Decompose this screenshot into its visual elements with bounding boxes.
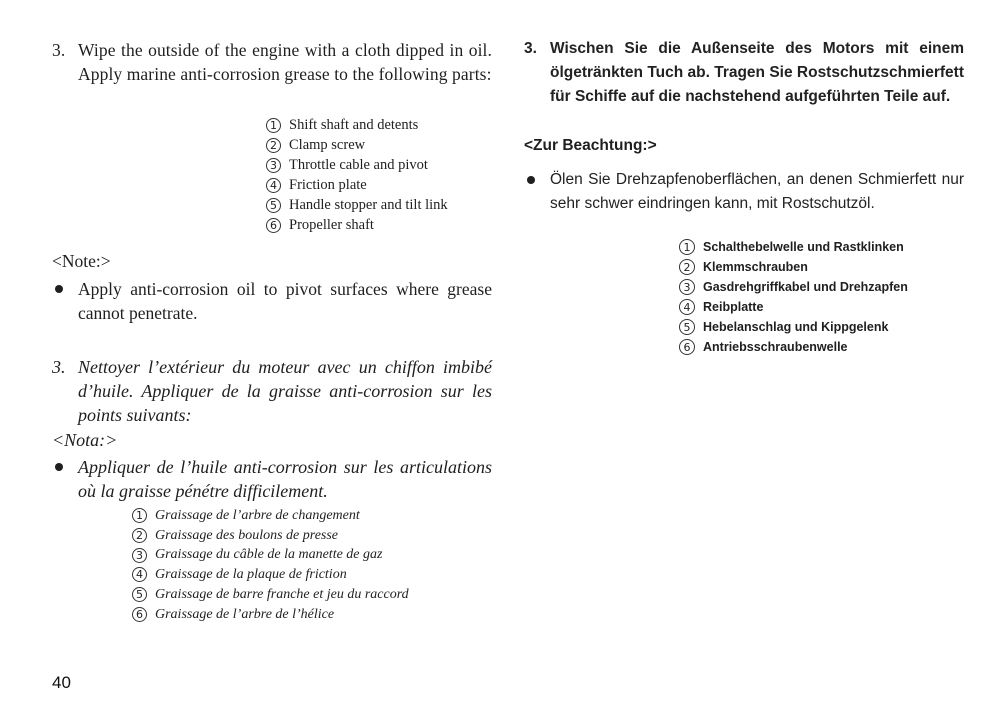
french-note-item	[52, 455, 492, 503]
list-item	[679, 337, 908, 357]
circled-number-2: 2	[679, 259, 695, 275]
circled-number-6: 6	[132, 607, 147, 622]
part-label: Graissage de barre franche et jeu du raccord	[155, 586, 409, 602]
circled-number-6: 6	[679, 339, 695, 355]
part-label: Graissage de la plaque de friction	[155, 567, 347, 583]
list-item	[679, 277, 908, 297]
part-label: Propeller shaft	[289, 217, 374, 233]
bullet-icon	[55, 285, 63, 293]
circled-number-4: 4	[266, 178, 281, 193]
french-note-text: Appliquer de l’huile anti-corrosion sur les articulations où la graisse pénétre difficilement.	[78, 457, 492, 501]
french-note-heading: <Nota:>	[52, 430, 118, 450]
circled-number-3: 3	[679, 279, 695, 295]
part-label: Antriebsschraubenwelle	[703, 340, 848, 354]
list-item	[132, 605, 409, 625]
list-item	[266, 195, 448, 215]
list-item	[132, 545, 409, 565]
part-label: Friction plate	[289, 177, 367, 193]
list-item	[266, 135, 448, 155]
part-label: Handle stopper and tilt link	[289, 197, 448, 213]
part-label: Clamp screw	[289, 137, 366, 153]
part-label: Klemmschrauben	[703, 260, 808, 274]
french-step	[52, 355, 492, 427]
bullet-icon	[55, 463, 63, 471]
circled-number-2: 2	[132, 528, 147, 543]
german-note-text: Ölen Sie Drehzapfenoberflächen, an denen Schmierfett nur sehr schwer eindringen kann, mit Rostschutzöl.	[550, 171, 964, 212]
german-step	[524, 37, 964, 109]
list-item	[132, 585, 409, 605]
circled-number-4: 4	[132, 567, 147, 582]
part-label: Gasdrehgriffkabel und Drehzapfen	[703, 280, 908, 294]
german-parts-list	[679, 237, 908, 357]
list-item	[679, 297, 908, 317]
german-step-number: 3.	[524, 40, 537, 57]
part-label: Graissage de l’arbre de changement	[155, 508, 360, 523]
french-step-number: 3.	[52, 357, 66, 377]
circled-number-5: 5	[679, 319, 695, 335]
part-label: Graissage du câble de la manette de gaz	[155, 547, 383, 563]
german-step-text: Wischen Sie die Außenseite des Motors mit einem ölgetränkten Tuch ab. Tragen Sie Rostschutzschmierfett für Schiffe auf die nachstehend aufgeführten Teile auf.	[550, 40, 964, 105]
list-item	[132, 506, 409, 526]
french-step-text: Nettoyer l’extérieur du moteur avec un chiffon imbibé d’huile. Appliquer de la graisse anti-corrosion sur les points suivants:	[78, 357, 492, 425]
page-number: 40	[52, 673, 71, 692]
circled-number-1: 1	[266, 118, 281, 133]
list-item	[266, 215, 448, 235]
list-item	[679, 237, 908, 257]
part-label: Hebelanschlag und Kippgelenk	[703, 320, 889, 334]
german-note-item	[524, 168, 964, 216]
list-item	[132, 526, 409, 546]
part-label: Schalthebelwelle und Rastklinken	[703, 240, 904, 254]
part-label: Throttle cable and pivot	[289, 157, 428, 173]
part-label: Reibplatte	[703, 300, 764, 314]
list-item	[266, 155, 448, 175]
part-label: Shift shaft and detents	[289, 117, 419, 133]
list-item	[266, 115, 448, 135]
part-label: Graissage de l’arbre de l’hélice	[155, 606, 335, 622]
circled-number-1: 1	[132, 508, 147, 523]
french-parts-list	[132, 506, 409, 624]
english-parts-list	[266, 115, 448, 235]
english-note-heading: <Note:>	[52, 251, 111, 271]
list-item	[679, 317, 908, 337]
circled-number-4: 4	[679, 299, 695, 315]
circled-number-2: 2	[266, 138, 281, 153]
circled-number-1: 1	[679, 239, 695, 255]
list-item	[679, 257, 908, 277]
list-item	[132, 565, 409, 585]
list-item	[266, 175, 448, 195]
english-step	[52, 38, 492, 86]
bullet-icon	[527, 176, 535, 184]
circled-number-3: 3	[132, 548, 147, 563]
german-note-heading: <Zur Beachtung:>	[524, 137, 657, 154]
english-step-text: Wipe the outside of the engine with a cloth dipped in oil. Apply marine anti-corrosion grease to the following parts:	[78, 40, 492, 84]
english-note-item	[52, 277, 492, 325]
circled-number-6: 6	[266, 218, 281, 233]
part-label: Graissage des boulons de presse	[155, 527, 339, 543]
circled-number-3: 3	[266, 158, 281, 173]
circled-number-5: 5	[266, 198, 281, 213]
english-note-text: Apply anti-corrosion oil to pivot surfaces where grease cannot penetrate.	[78, 279, 492, 323]
english-step-number: 3.	[52, 40, 66, 60]
circled-number-5: 5	[132, 587, 147, 602]
